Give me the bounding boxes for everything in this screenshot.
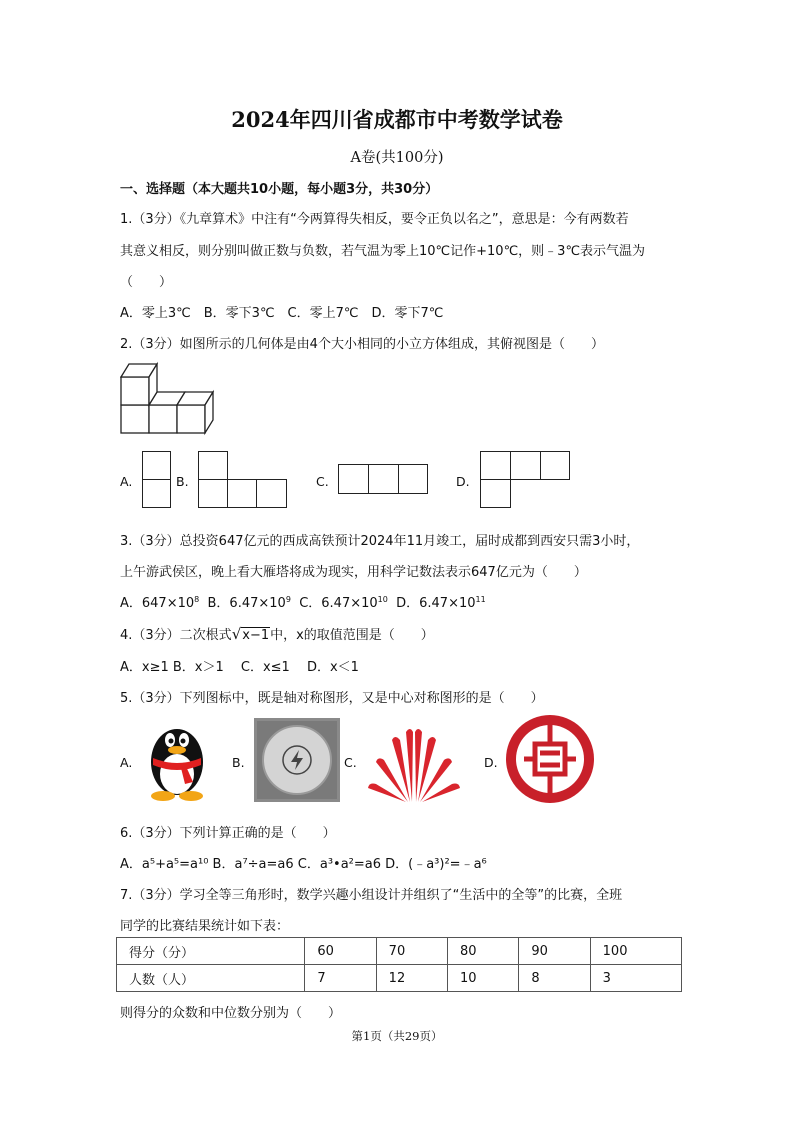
q5-option-b-label: B. bbox=[232, 755, 245, 770]
table-row bbox=[117, 938, 682, 965]
q3-line2: 上午游武侯区，晚上看大雁塔将成为现实，用科学记数法表示647亿元为（ ） bbox=[120, 565, 587, 580]
q3-option-c-exp: 10 bbox=[377, 595, 388, 604]
power-button-icon bbox=[254, 718, 340, 802]
q2-solid-figure bbox=[120, 360, 220, 440]
table-cell: 60 bbox=[305, 938, 376, 965]
table-cell: 100 bbox=[590, 938, 681, 965]
q3-options bbox=[120, 592, 486, 611]
grid-cell bbox=[142, 479, 171, 508]
q3-option-d-exp: 11 bbox=[475, 595, 486, 604]
q7-line2: 同学的比赛结果统计如下表： bbox=[120, 919, 290, 934]
table-cell: 3 bbox=[590, 965, 681, 992]
q4-radicand: x−1 bbox=[242, 628, 270, 643]
page-subtitle: A卷(共100分) bbox=[350, 150, 444, 166]
q5-option-a-label: A. bbox=[120, 755, 133, 770]
grid-cell bbox=[510, 451, 541, 480]
icbc-logo-icon bbox=[506, 715, 594, 803]
grid-cell bbox=[398, 464, 428, 494]
table-header-cell: 得分（分） bbox=[117, 938, 305, 965]
score-table bbox=[116, 937, 682, 992]
section-heading: 一、选择题（本大题共10小题，每小题3分，共30分） bbox=[120, 182, 439, 197]
q3-option-a-exp: 8 bbox=[194, 595, 200, 604]
q2-option-c-label: C. bbox=[316, 474, 329, 489]
q6-options: A．a⁵+a⁵=a¹⁰ B．a⁷÷a=a6 C．a³•a²=a6 D．(﹣a³)²=﹣a⁶ bbox=[120, 857, 487, 872]
table-row bbox=[117, 965, 682, 992]
table-cell: 70 bbox=[376, 938, 447, 965]
table-cell: 12 bbox=[376, 965, 447, 992]
q2-option-b-label: B. bbox=[176, 474, 189, 489]
grid-cell bbox=[198, 451, 228, 480]
table-cell: 90 bbox=[519, 938, 590, 965]
page-title: 2024年四川省成都市中考数学试卷 bbox=[231, 107, 563, 132]
q1-line3: （ ） bbox=[120, 275, 173, 290]
q3-option-d: D．6.47×10 bbox=[396, 596, 476, 611]
q4-options: A．x≥1 B．x＞1 C．x≤1 D．x＜1 bbox=[120, 660, 359, 675]
q3-option-c: C．6.47×10 bbox=[299, 596, 378, 611]
page-footer: 第1页（共29页） bbox=[351, 1029, 443, 1043]
grid-cell bbox=[142, 451, 171, 480]
q4-line1 bbox=[120, 624, 434, 643]
grid-cell bbox=[480, 451, 511, 480]
q3-option-b: B．6.47×10 bbox=[207, 596, 286, 611]
q4-post: 中，x的取值范围是（ ） bbox=[270, 628, 434, 643]
q5-option-d-label: D. bbox=[484, 755, 498, 770]
q3-option-b-exp: 9 bbox=[285, 595, 291, 604]
q1-options: A．零上3℃ B．零下3℃ C．零上7℃ D．零下7℃ bbox=[120, 306, 444, 321]
q3-line1: 3.（3分）总投资647亿元的西成高铁预计2024年11月竣工，届时成都到西安只需3小时， bbox=[120, 534, 640, 549]
qq-penguin-icon bbox=[141, 718, 213, 802]
q2-option-d-label: D. bbox=[456, 474, 470, 489]
radical-sign-icon: √ bbox=[231, 625, 242, 643]
q4-pre: 4.（3分）二次根式 bbox=[120, 628, 232, 643]
table-cell: 7 bbox=[305, 965, 376, 992]
table-cell: 80 bbox=[448, 938, 519, 965]
q2-line1: 2.（3分）如图所示的几何体是由4个大小相同的小立方体组成，其俯视图是（ ） bbox=[120, 337, 604, 352]
table-cell: 8 bbox=[519, 965, 590, 992]
huawei-logo-icon bbox=[366, 722, 462, 802]
grid-cell bbox=[480, 479, 511, 508]
q6-line1: 6.（3分）下列计算正确的是（ ） bbox=[120, 826, 336, 841]
q5-line1: 5.（3分）下列图标中，既是轴对称图形，又是中心对称图形的是（ ） bbox=[120, 691, 544, 706]
sqrt-expression bbox=[232, 625, 270, 643]
q1-line1: 1.（3分）《九章算术》中注有“今两算得失相反，要令正负以名之”，意思是：今有两数若 bbox=[120, 212, 629, 227]
grid-cell bbox=[198, 479, 228, 508]
q3-option-a: A．647×10 bbox=[120, 596, 195, 611]
q1-line2: 其意义相反，则分别叫做正数与负数，若气温为零上10℃记作+10℃，则﹣3℃表示气温为 bbox=[120, 244, 646, 259]
q7-line1: 7.（3分）学习全等三角形时，数学兴趣小组设计并组织了“生活中的全等”的比赛，全班 bbox=[120, 888, 623, 903]
grid-cell bbox=[368, 464, 399, 494]
q5-option-c-label: C. bbox=[344, 755, 357, 770]
grid-cell bbox=[227, 479, 257, 508]
grid-cell bbox=[256, 479, 287, 508]
grid-cell bbox=[540, 451, 570, 480]
table-cell: 10 bbox=[448, 965, 519, 992]
table-header-cell: 人数（人） bbox=[117, 965, 305, 992]
q7-after-table: 则得分的众数和中位数分别为（ ） bbox=[120, 1006, 342, 1021]
grid-cell bbox=[338, 464, 369, 494]
q2-option-a-label: A. bbox=[120, 474, 133, 489]
isometric-cubes bbox=[120, 360, 220, 440]
